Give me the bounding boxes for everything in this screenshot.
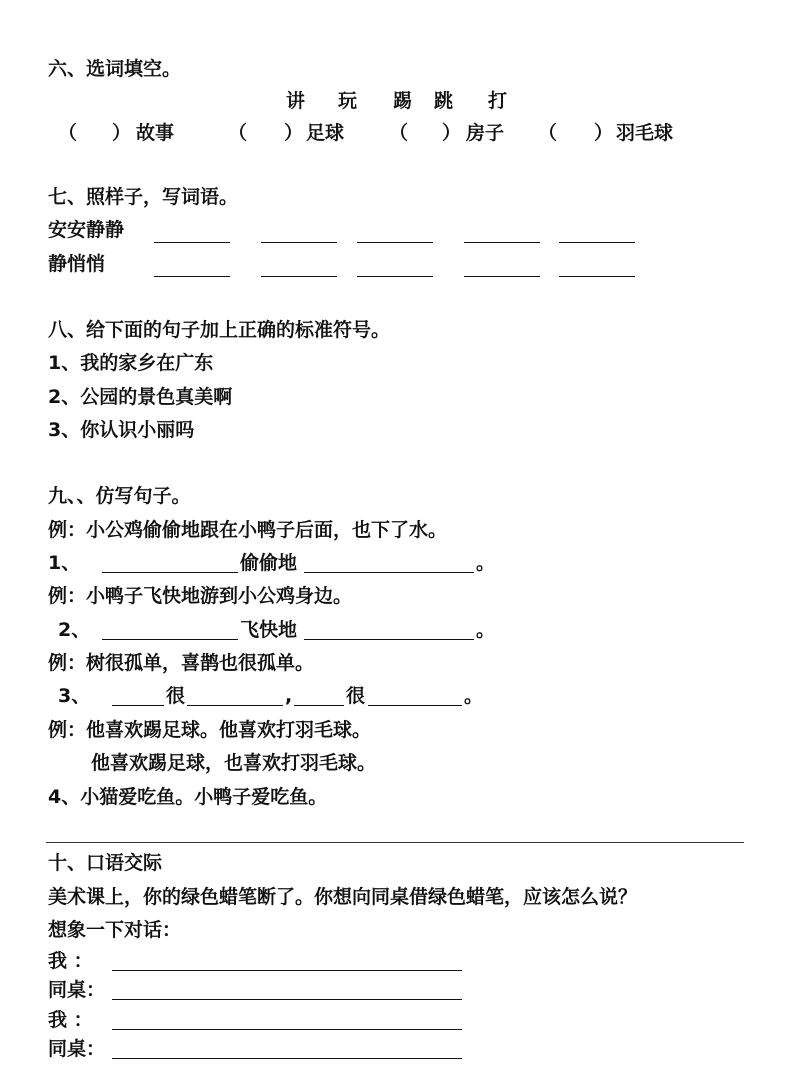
fill-word: 羽毛球 (616, 122, 674, 144)
question-number: 2、 (58, 619, 91, 641)
fill-word: 房子 (466, 122, 505, 144)
word-bank-word: 讲 (286, 90, 306, 112)
dialog-speaker: 我 ： (48, 950, 93, 972)
fill-word: 足球 (306, 122, 345, 144)
example-sentence: 例：树很孤单，喜鹊也很孤单。 (48, 652, 315, 674)
section-9-title: 九、、仿写句子。 (48, 485, 191, 507)
fill-in-row (0, 118, 793, 148)
dialog-speaker: 我 ： (48, 1009, 93, 1031)
example-sentence: 例：小公鸡偷偷地跟在小鸭子后面，也下了水。 (48, 519, 448, 541)
word-bank-word: 打 (488, 90, 508, 112)
answer-blank[interactable] (559, 222, 635, 243)
answer-blank[interactable] (368, 685, 462, 706)
dialog-speaker: 同桌： (48, 1038, 106, 1060)
word-bank-word: 跳 (434, 90, 454, 112)
question-number: 1、 (48, 552, 81, 574)
answer-blank[interactable] (154, 256, 230, 277)
punctuation-item: 3、你认识小丽吗 (48, 419, 195, 441)
close-paren: ） (112, 122, 132, 144)
dialog-answer-blank[interactable] (112, 979, 462, 1000)
answer-blank[interactable] (102, 619, 238, 640)
dialog-instruction: 想象一下对话： (48, 919, 182, 941)
prompt-text: 美术课上，你的绿色蜡笔断了。你想向同桌借绿色蜡笔，应该怎么说？ (48, 886, 638, 908)
fill-word: 故事 (136, 122, 175, 144)
section-10-title: 十、口语交际 (48, 852, 163, 874)
example-sentence: 例：他喜欢踢足球。他喜欢打羽毛球。 (48, 719, 372, 741)
period: 。 (464, 685, 484, 707)
answer-blank[interactable] (102, 552, 238, 573)
answer-blank[interactable] (357, 256, 433, 277)
example-sentence: 他喜欢踢足球，也喜欢打羽毛球。 (91, 752, 377, 774)
word-bank-word: 玩 (338, 90, 358, 112)
question-word: 很 (166, 685, 186, 707)
open-paren: （ (389, 122, 409, 144)
section-8-title: 八、给下面的句子加上正确的标准符号。 (48, 319, 391, 341)
answer-blank[interactable] (464, 222, 540, 243)
answer-blank[interactable] (304, 619, 474, 640)
answer-blank[interactable] (187, 685, 283, 706)
section-6-title: 六、选词填空。 (48, 58, 182, 80)
period: 。 (476, 552, 496, 574)
close-paren: ） (284, 122, 304, 144)
dialog-answer-blank[interactable] (112, 1009, 462, 1030)
dialog-answer-blank[interactable] (112, 950, 462, 971)
section-7-title: 七、照样子，写词语。 (48, 186, 239, 208)
example-sentence: 例：小鸭子飞快地游到小公鸡身边。 (48, 585, 353, 607)
open-paren: （ (228, 122, 248, 144)
answer-blank[interactable] (357, 222, 433, 243)
answer-blank[interactable] (154, 222, 230, 243)
word-bank (0, 86, 793, 116)
answer-blank[interactable] (112, 685, 164, 706)
answer-blank[interactable] (261, 256, 337, 277)
open-paren: （ (538, 122, 558, 144)
answer-blank[interactable] (304, 552, 474, 573)
dialog-answer-blank[interactable] (112, 1038, 462, 1059)
question-word: 飞快地 (240, 619, 298, 641)
punctuation-item: 1、我的家乡在广东 (48, 352, 214, 374)
period: 。 (476, 619, 496, 641)
answer-blank[interactable] (464, 256, 540, 277)
answer-blank[interactable] (559, 256, 635, 277)
comma: , (285, 685, 293, 707)
punctuation-item: 2、公园的景色真美啊 (48, 386, 233, 408)
answer-blank[interactable] (261, 222, 337, 243)
divider (46, 842, 744, 843)
pattern-word-1: 安安静静 (48, 219, 125, 241)
open-paren: （ (58, 122, 78, 144)
close-paren: ） (442, 122, 462, 144)
question-word: 偷偷地 (240, 552, 298, 574)
answer-blank[interactable] (294, 685, 344, 706)
question-number: 3、 (58, 685, 91, 707)
question-word: 很 (346, 685, 366, 707)
question-4: 4、小猫爱吃鱼。小鸭子爱吃鱼。 (48, 786, 328, 808)
pattern-word-2: 静悄悄 (48, 253, 106, 275)
question-1 (48, 548, 80, 578)
dialog-speaker: 同桌： (48, 979, 106, 1001)
close-paren: ） (594, 122, 614, 144)
word-bank-word: 踢 (393, 90, 413, 112)
